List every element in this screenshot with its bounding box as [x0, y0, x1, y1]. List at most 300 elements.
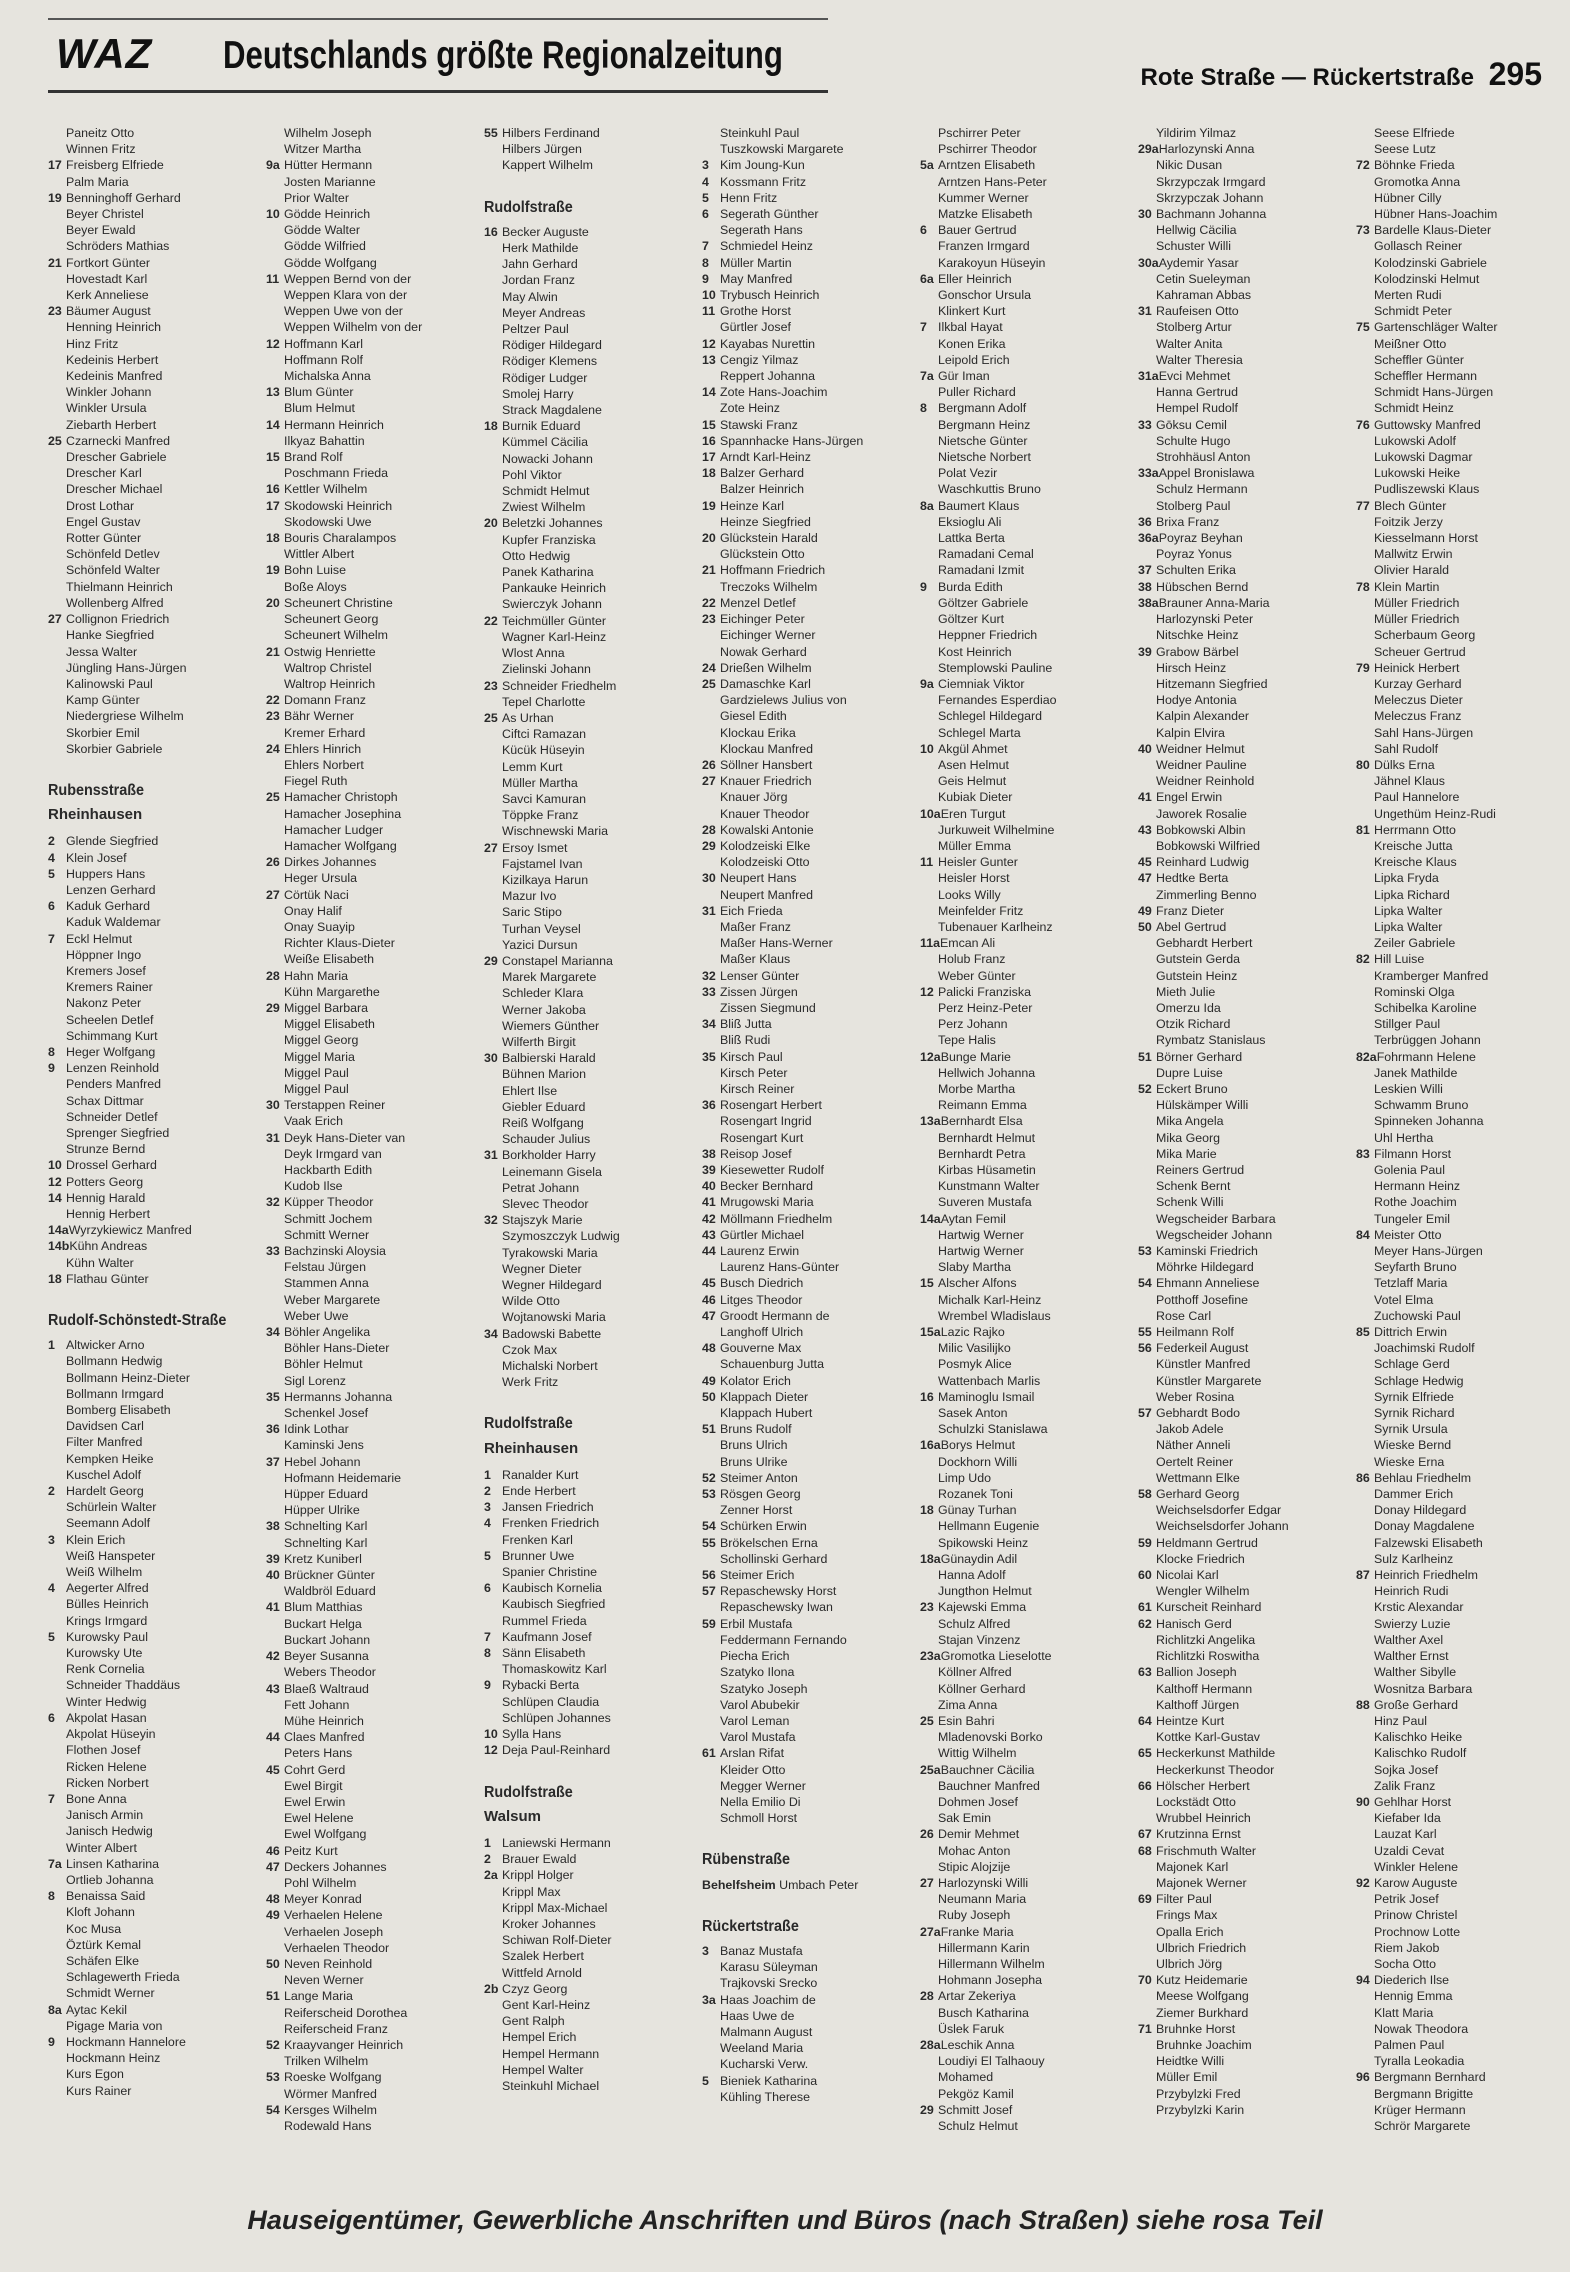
house-number: 23 — [48, 304, 62, 319]
listing-entry — [1138, 595, 1348, 611]
listing-entry — [484, 1884, 694, 1900]
resident-name: Jurkuweit Wilhelmine — [938, 822, 1055, 837]
resident-name: Filter Paul — [1156, 1892, 1212, 1907]
listing-entry — [702, 206, 912, 222]
resident-name: Kolator Erich — [720, 1373, 791, 1388]
resident-name: Domann Franz — [284, 693, 366, 708]
listing-entry — [920, 1405, 1130, 1421]
listing-entry — [920, 1275, 1130, 1291]
resident-name: Näther Anneli — [1156, 1438, 1231, 1453]
resident-name: Pekgöz Kamil — [938, 2086, 1014, 2101]
resident-name: Kalischko Rudolf — [1374, 1746, 1467, 1761]
listing-entry — [1356, 465, 1566, 481]
listing-entry — [702, 1454, 912, 1470]
listing-entry — [484, 2046, 694, 2062]
listing-entry — [484, 1997, 694, 2013]
resident-name: Meyer Konrad — [284, 1892, 362, 1907]
resident-name: Poyraz Beyhan — [1158, 531, 1243, 546]
listing-entry — [48, 1661, 258, 1677]
resident-name: Hamacher Wolfgang — [284, 838, 397, 853]
listing-entry — [484, 1212, 694, 1228]
resident-name: Stajszyk Marie — [502, 1213, 583, 1228]
house-number: 43 — [702, 1227, 716, 1242]
listing-entry — [266, 644, 476, 660]
resident-name: Schenk Willi — [1156, 1195, 1224, 1210]
resident-name: Marek Margarete — [502, 970, 597, 985]
listing-entry — [484, 1066, 694, 1082]
resident-name: Behlau Friedhelm — [1374, 1470, 1472, 1485]
resident-name: Glückstein Harald — [720, 531, 818, 546]
listing-entry — [920, 352, 1130, 368]
house-number: 3 — [702, 158, 709, 173]
listing-entry — [1138, 1940, 1348, 1956]
house-number: 37 — [1138, 563, 1152, 578]
resident-name: Witzer Martha — [284, 142, 362, 157]
listing-entry — [266, 1356, 476, 1372]
resident-name: Rotter Günter — [66, 531, 142, 546]
resident-name: Varol Mustafa — [720, 1730, 796, 1745]
resident-name: Scheffler Günter — [1374, 352, 1464, 367]
listing-entry — [484, 1613, 694, 1629]
listing-entry — [1356, 1389, 1566, 1405]
resident-name: Meyer Andreas — [502, 305, 586, 320]
column-4 — [702, 125, 912, 2155]
listing-entry — [1356, 1843, 1566, 1859]
listing-entry — [484, 402, 694, 418]
resident-name: Paneitz Otto — [66, 126, 135, 140]
resident-name: Langhoff Ulrich — [720, 1325, 804, 1340]
resident-name: Jansen Friedrich — [502, 1500, 594, 1515]
listing-entry — [48, 2050, 258, 2066]
house-number: 26 — [702, 757, 716, 772]
listing-entry — [484, 1374, 694, 1390]
resident-name: Skodowski Heinrich — [284, 498, 393, 513]
house-number: 2 — [48, 1484, 55, 1499]
resident-name: Ziemer Burkhard — [1156, 2005, 1249, 2020]
listing-entry — [1356, 1810, 1566, 1826]
listing-entry — [1138, 125, 1348, 141]
listing-entry — [702, 125, 912, 141]
listing-entry — [1356, 1924, 1566, 1940]
listing-entry — [1138, 1292, 1348, 1308]
listing-entry — [484, 1342, 694, 1358]
resident-name: Börner Gerhard — [1156, 1049, 1243, 1064]
listing-entry — [48, 1157, 258, 1173]
listing-entry — [702, 368, 912, 384]
resident-name: Brand Rolf — [284, 450, 343, 465]
listing-entry — [920, 157, 1130, 173]
resident-name: Heger Wolfgang — [66, 1044, 156, 1059]
resident-name: Bühnen Marion — [502, 1067, 587, 1082]
house-number: 15 — [266, 450, 280, 465]
resident-name: Wischnewski Maria — [502, 824, 609, 839]
resident-name: Appel Bronislawa — [1158, 466, 1255, 481]
listing-entry — [266, 1972, 476, 1988]
listing-entry — [484, 1548, 694, 1564]
listing-entry — [48, 303, 258, 319]
listing-entry — [266, 951, 476, 967]
resident-name: Potters Georg — [66, 1174, 144, 1189]
resident-name: Hillermann Wilhelm — [938, 1956, 1045, 1971]
listing-entry — [920, 1049, 1130, 1065]
listing-entry — [266, 1859, 476, 1875]
house-number: 31 — [702, 903, 716, 918]
listing-entry — [266, 1891, 476, 1907]
listing-entry — [484, 353, 694, 369]
resident-name: Lukowski Heike — [1374, 466, 1461, 481]
listing-entry — [1138, 984, 1348, 1000]
resident-name: Mika Georg — [1156, 1130, 1221, 1145]
resident-name: Terbrüggen Johann — [1374, 1033, 1481, 1048]
listing-entry — [484, 483, 694, 499]
house-number: 6a — [920, 271, 934, 286]
listing-entry — [266, 1146, 476, 1162]
resident-name: Groodt Hermann de — [720, 1308, 830, 1323]
listing-entry — [484, 1532, 694, 1548]
resident-name: Ersoy Ismet — [502, 840, 568, 855]
resident-name: Brökelschen Erna — [720, 1535, 818, 1550]
resident-name: Rozanek Toni — [938, 1487, 1013, 1502]
listing-entry — [1356, 546, 1566, 562]
resident-name: Wörmer Manfred — [284, 2086, 377, 2101]
listing-entry — [484, 2013, 694, 2029]
listing-entry — [702, 806, 912, 822]
listing-entry — [48, 1044, 258, 1060]
listing-entry — [48, 287, 258, 303]
listing-entry — [266, 660, 476, 676]
listing-entry — [266, 400, 476, 416]
listing-entry — [484, 1677, 694, 1693]
resident-name: Wiemers Günther — [502, 1018, 600, 1033]
resident-name: Kühn Margarethe — [284, 984, 380, 999]
house-number: 12a — [920, 1049, 941, 1064]
newspaper-logo: WAZ — [56, 30, 153, 77]
listing-entry — [48, 1093, 258, 1109]
resident-name: Feddermann Fernando — [720, 1632, 847, 1647]
listing-entry — [48, 1791, 258, 1807]
resident-name: Lukowski Dagmar — [1374, 450, 1473, 465]
street-heading: Rückertstraße — [702, 1917, 799, 1935]
resident-name: Franz Dieter — [1156, 903, 1225, 918]
resident-name: Milic Vasilijko — [938, 1341, 1011, 1356]
listing-entry — [1138, 579, 1348, 595]
listing-entry — [702, 1713, 912, 1729]
listing-entry — [1356, 1356, 1566, 1372]
resident-name: Czok Max — [502, 1342, 558, 1357]
house-number: 16 — [484, 224, 498, 239]
house-number: 31 — [266, 1130, 280, 1145]
resident-name: Winnen Fritz — [66, 142, 136, 157]
listing-entry — [920, 1599, 1130, 1615]
resident-name: Heisler Horst — [938, 871, 1010, 886]
resident-name: Altwicker Arno — [66, 1338, 145, 1353]
listing-entry — [920, 1859, 1130, 1875]
resident-name: Drescher Gabriele — [66, 450, 167, 465]
resident-name: Sak Emin — [938, 1811, 992, 1826]
resident-name: Winkler Johann — [66, 385, 152, 400]
resident-name: Jähnel Klaus — [1374, 774, 1445, 789]
listing-entry — [1138, 1567, 1348, 1583]
resident-name: Kremers Josef — [66, 963, 146, 978]
listing-entry — [1138, 1097, 1348, 1113]
resident-name: Schmitt Jochem — [284, 1211, 373, 1226]
resident-name: Jessa Walter — [66, 644, 138, 659]
resident-name: Kim Joung-Kun — [720, 158, 805, 173]
resident-name: Meleczus Franz — [1374, 709, 1462, 724]
listing-entry — [702, 271, 912, 287]
listing-entry — [1356, 1551, 1566, 1567]
resident-name: Kossmann Fritz — [720, 174, 807, 189]
resident-name: Sigl Lorenz — [284, 1373, 346, 1388]
resident-name: Badowski Babette — [502, 1326, 602, 1341]
listing-entry — [1356, 287, 1566, 303]
listing-entry — [920, 1778, 1130, 1794]
resident-name: Skrzypczak Johann — [1156, 190, 1264, 205]
listing-entry — [48, 1872, 258, 1888]
listing-entry — [266, 287, 476, 303]
house-number: 6 — [484, 1581, 491, 1596]
house-number: 2 — [48, 834, 55, 849]
listing-entry — [702, 433, 912, 449]
resident-name: Wosnitza Barbara — [1374, 1681, 1473, 1696]
resident-name: Linsen Katharina — [66, 1856, 159, 1871]
resident-name: Schulzki Stanislawa — [938, 1422, 1048, 1437]
listing-entry — [1356, 1648, 1566, 1664]
resident-name: Schlage Hedwig — [1374, 1373, 1464, 1388]
house-number: 92 — [1356, 1875, 1370, 1890]
listing-entry — [484, 1277, 694, 1293]
resident-name: Fohrmann Helene — [1376, 1049, 1476, 1064]
listing-entry — [266, 757, 476, 773]
resident-name: Müller Emma — [938, 838, 1011, 853]
listing-entry — [920, 1308, 1130, 1324]
listing-entry — [1356, 271, 1566, 287]
resident-name: Schenkel Josef — [284, 1406, 369, 1421]
resident-name: Glende Siegfried — [66, 834, 159, 849]
house-number: 23 — [702, 612, 716, 627]
resident-name: Schmoll Horst — [720, 1811, 798, 1826]
listing-entry — [702, 1518, 912, 1534]
resident-name: Cörtük Naci — [284, 887, 349, 902]
resident-name: Bachzinski Aloysia — [284, 1244, 386, 1259]
resident-name: Gebhardt Herbert — [1156, 936, 1253, 951]
house-number: 8 — [48, 1044, 55, 1059]
listing-entry — [1138, 1324, 1348, 1340]
listing-entry — [48, 1222, 258, 1238]
listing-entry — [1138, 1875, 1348, 1891]
listing-entry — [1138, 741, 1348, 757]
listing-entry — [920, 757, 1130, 773]
listing-entry — [1356, 1713, 1566, 1729]
resident-name: Bergmann Bernhard — [1374, 2070, 1486, 2085]
resident-name: Grothe Horst — [720, 304, 791, 319]
resident-name: Eckl Helmut — [66, 931, 133, 946]
listing-entry — [702, 1162, 912, 1178]
house-number: 17 — [702, 450, 716, 465]
listing-entry — [920, 1178, 1130, 1194]
listing-entry — [266, 822, 476, 838]
resident-name: Hermann Heinz — [1374, 1179, 1461, 1194]
resident-name: Collignon Friedrich — [66, 612, 170, 627]
resident-name: Kraayvanger Heinrich — [284, 2037, 404, 2052]
house-number: 34 — [702, 1017, 716, 1032]
listing-entry — [1356, 2118, 1566, 2134]
listing-entry — [266, 1583, 476, 1599]
house-number: 40 — [702, 1179, 716, 1194]
resident-name: Weppen Klara von der — [284, 288, 408, 303]
resident-name: Beyer Susanna — [284, 1649, 369, 1664]
house-number: 29 — [266, 1000, 280, 1015]
street-heading: Rübenstraße — [702, 1851, 791, 1869]
resident-name: Böhler Angelika — [284, 1325, 371, 1340]
resident-name: Borys Helmut — [940, 1438, 1016, 1453]
resident-name: Kudob Ilse — [284, 1179, 343, 1194]
listing-entry — [266, 968, 476, 984]
resident-name: Nietsche Günter — [938, 433, 1028, 448]
resident-name: Hempel Walter — [502, 2062, 584, 2077]
listing-entry — [484, 629, 694, 645]
listing-entry — [1138, 562, 1348, 578]
resident-name: Ende Herbert — [502, 1484, 576, 1499]
listing-entry — [1356, 1762, 1566, 1778]
listing-entry — [1138, 627, 1348, 643]
house-number: 34 — [266, 1325, 280, 1340]
resident-name: Kalischko Heike — [1374, 1730, 1463, 1745]
resident-name: Poyraz Yonus — [1156, 547, 1232, 562]
listing-entry — [1356, 1599, 1566, 1615]
listing-entry — [266, 1373, 476, 1389]
listing-entry — [48, 579, 258, 595]
listing-entry — [702, 757, 912, 773]
resident-name: Deyk Irmgard van — [284, 1146, 382, 1161]
house-number: 86 — [1356, 1470, 1370, 1485]
resident-name: Weeland Maria — [720, 2041, 804, 2056]
listing-entry — [266, 465, 476, 481]
resident-name: Poschmann Frieda — [284, 466, 388, 481]
resident-name: Hanna Adolf — [938, 1568, 1006, 1583]
listing-entry — [484, 1245, 694, 1261]
house-number: 55 — [702, 1535, 716, 1550]
resident-name: Niedergriese Wilhelm — [66, 709, 184, 724]
listing-entry — [1138, 1486, 1348, 1502]
listing-entry — [702, 725, 912, 741]
listing-entry — [484, 1147, 694, 1163]
resident-name: Neupert Hans — [720, 871, 797, 886]
resident-name: Balbierski Harald — [502, 1051, 596, 1066]
listing-entry — [484, 2029, 694, 2045]
resident-name: Walther Axel — [1374, 1632, 1444, 1647]
listing-entry — [48, 963, 258, 979]
house-number: 8a — [920, 498, 934, 513]
resident-name: Grabow Bärbel — [1156, 644, 1239, 659]
resident-name: Bohn Luise — [284, 563, 347, 578]
resident-name: Majonek Werner — [1156, 1875, 1247, 1890]
resident-name: Scheunert Georg — [284, 612, 379, 627]
listing-entry — [48, 1548, 258, 1564]
resident-name: Mazur Ivo — [502, 889, 557, 904]
house-number: 78 — [1356, 579, 1370, 594]
house-number: 23a — [920, 1649, 941, 1664]
resident-name: Drescher Michael — [66, 482, 163, 497]
listing-entry — [702, 1340, 912, 1356]
listing-entry — [1138, 2086, 1348, 2102]
resident-name: Gürtler Michael — [720, 1227, 805, 1242]
resident-name: Walter Theresia — [1156, 352, 1243, 367]
listing-entry — [920, 968, 1130, 984]
resident-name: Lipka Richard — [1374, 887, 1450, 902]
house-number: 53 — [702, 1487, 716, 1502]
resident-name: Weidner Helmut — [1156, 741, 1245, 756]
house-number: 30 — [266, 1098, 280, 1113]
listing-entry — [266, 1178, 476, 1194]
resident-name: Hockmann Hannelore — [66, 2034, 186, 2049]
resident-name: Treczoks Wilhelm — [720, 579, 818, 594]
resident-name: Gromotka Anna — [1374, 174, 1461, 189]
listing-entry — [920, 1243, 1130, 1259]
listing-entry — [1356, 255, 1566, 271]
resident-name: Lipka Fryda — [1374, 871, 1439, 886]
listing-entry — [484, 823, 694, 839]
resident-name: Schönfeld Walter — [66, 563, 160, 578]
resident-name: Klocke Friedrich — [1156, 1551, 1245, 1566]
house-number: 25 — [266, 790, 280, 805]
resident-name: Bauer Gertrud — [938, 223, 1017, 238]
listing-entry — [702, 887, 912, 903]
listing-entry — [1138, 514, 1348, 530]
resident-name: Teichmüller Günter — [502, 613, 606, 628]
listing-entry — [702, 400, 912, 416]
listing-entry — [1356, 433, 1566, 449]
listing-entry — [1356, 1437, 1566, 1453]
resident-name: Verhaelen Helene — [284, 1908, 383, 1923]
listing-entry — [1356, 838, 1566, 854]
listing-entry — [48, 931, 258, 947]
resident-name: Gutstein Heinz — [1156, 968, 1238, 983]
resident-name: Matzke Elisabeth — [938, 207, 1033, 222]
resident-name: Schimmang Kurt — [66, 1028, 158, 1043]
resident-name: Jordan Franz — [502, 273, 576, 288]
listing-entry — [702, 984, 912, 1000]
resident-name: Pudliszewski Klaus — [1374, 482, 1480, 497]
house-number: 7 — [484, 1629, 491, 1644]
resident-name: Benaissa Said — [66, 1889, 146, 1904]
resident-name: Schmiedel Heinz — [720, 239, 813, 254]
listing-entry — [1356, 174, 1566, 190]
listing-entry — [1356, 579, 1566, 595]
resident-name: Krstic Alexandar — [1374, 1600, 1464, 1615]
listing-entry — [1138, 2005, 1348, 2021]
resident-name: Deyk Hans-Dieter van — [284, 1130, 406, 1145]
listing-entry — [1138, 903, 1348, 919]
house-number: 79 — [1356, 660, 1370, 675]
listing-entry — [1138, 1713, 1348, 1729]
listing-entry — [920, 692, 1130, 708]
listing-entry — [1356, 822, 1566, 838]
listing-entry — [484, 1629, 694, 1645]
listing-entry — [702, 141, 912, 157]
resident-name: Bülles Heinrich — [66, 1597, 149, 1612]
resident-name: Asen Helmut — [938, 757, 1009, 772]
resident-name: Drost Lothar — [66, 498, 135, 513]
resident-name: Kalthoff Hermann — [1156, 1681, 1253, 1696]
listing-entry — [1138, 1794, 1348, 1810]
resident-name: Laniewski Hermann — [502, 1835, 611, 1850]
resident-name: Kremers Rainer — [66, 980, 153, 995]
listing-entry — [1356, 1146, 1566, 1162]
resident-name: Banaz Mustafa — [720, 1943, 803, 1958]
house-number: 28a — [920, 2037, 941, 2052]
listing-entry — [266, 870, 476, 886]
